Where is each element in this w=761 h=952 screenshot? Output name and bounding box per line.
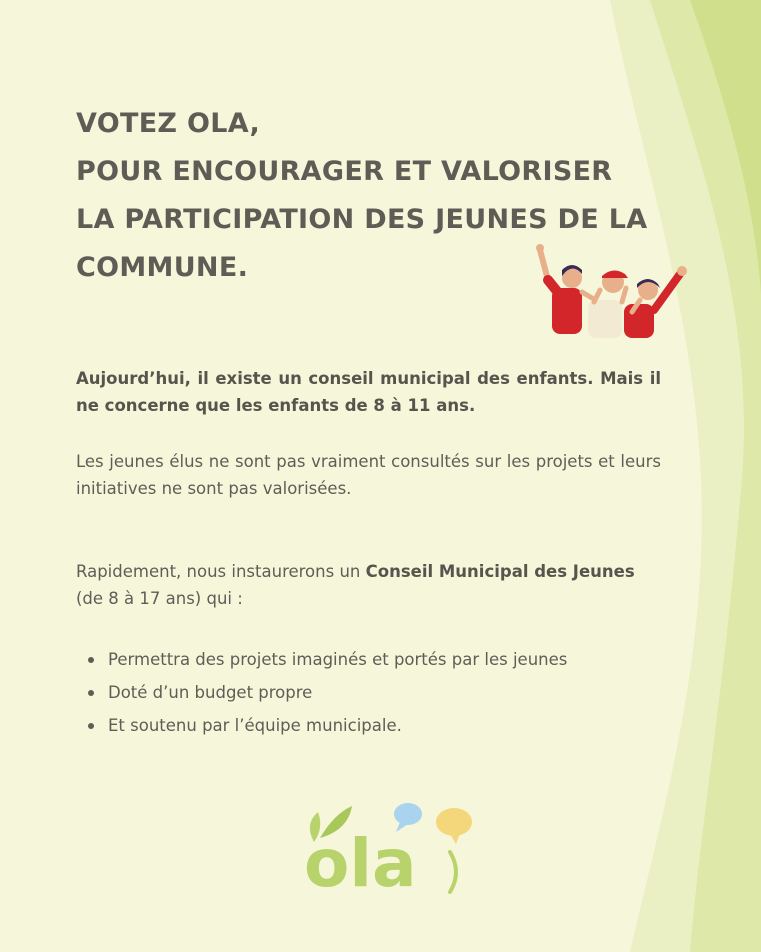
headline-line-4: COMMUNE.	[76, 252, 249, 283]
proposal-before: Rapidement, nous instaurerons un	[76, 562, 366, 581]
headline-line-3: LA PARTICIPATION DES JEUNES DE LA	[76, 204, 648, 235]
proposal-list	[88, 643, 567, 742]
proposal-paragraph	[76, 558, 661, 612]
proposal-highlight: Conseil Municipal des Jeunes	[365, 562, 635, 581]
list-item: Doté d’un budget propre	[88, 676, 567, 709]
logo-wordmark: ola	[304, 825, 417, 900]
list-item: Permettra des projets imaginés et portés par les jeunes	[88, 643, 567, 676]
cheering-youth-illustration	[530, 240, 690, 340]
context-paragraph: Les jeunes élus ne sont pas vraiment consultés sur les projets et leurs initiatives ne sont pas valorisées.	[76, 452, 661, 498]
headline-line-1: VOTEZ OLA,	[76, 108, 261, 139]
intro-paragraph: Aujourd’hui, il existe un conseil municipal des enfants. Mais il ne concerne que les enfants de 8 à 11 ans.	[76, 369, 661, 415]
ola-logo	[300, 800, 480, 900]
list-item: Et soutenu par l’équipe municipale.	[88, 709, 567, 742]
proposal-after: (de 8 à 17 ans) qui :	[76, 589, 243, 608]
headline-line-2: POUR ENCOURAGER ET VALORISER	[76, 156, 613, 187]
